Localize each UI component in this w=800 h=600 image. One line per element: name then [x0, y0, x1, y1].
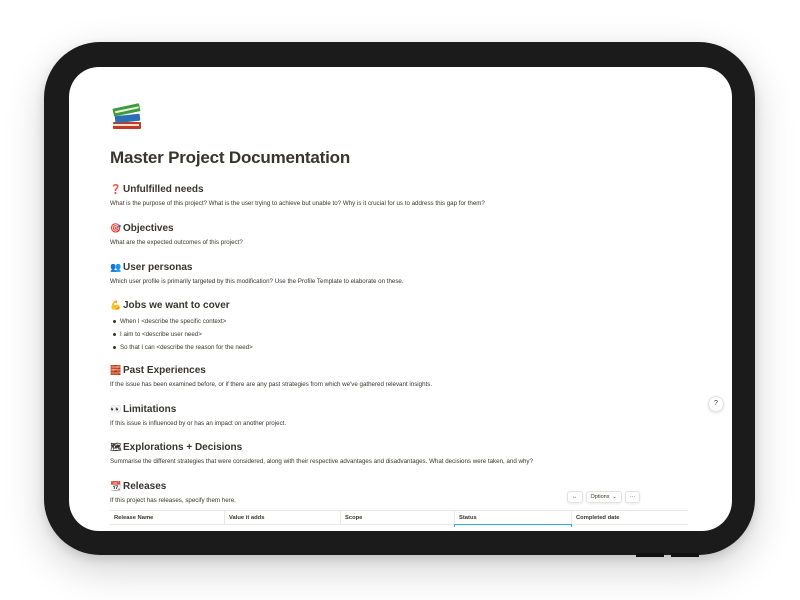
device-button [671, 553, 699, 557]
section-past-experiences [110, 363, 688, 389]
flexed-biceps-icon: 💪 [110, 300, 122, 310]
options-label: Options [590, 494, 610, 500]
section-heading[interactable]: Limitations [123, 403, 177, 415]
expand-button[interactable] [567, 491, 583, 503]
section-heading[interactable]: User personas [123, 261, 193, 273]
section-heading[interactable]: Jobs we want to cover [123, 299, 230, 311]
target-icon: 🎯 [110, 223, 122, 233]
section-heading[interactable]: Explorations + Decisions [123, 441, 243, 453]
section-description[interactable]: Summarise the different strategies that were considered, along with their respective advantages and disadvantages. What decisions were taken, and why? [110, 458, 533, 465]
section-unfulfilled-needs [110, 182, 688, 208]
column-header-release-name[interactable]: Release Name [110, 511, 225, 524]
section-heading[interactable]: Unfulfilled needs [123, 183, 204, 195]
books-icon[interactable] [110, 100, 144, 132]
list-item[interactable]: When I <describe the specific context> [110, 315, 688, 328]
releases-table [110, 510, 688, 525]
section-description[interactable]: If the issue has been examined before, or if there are any past strategies from which we've gathered relevant insights. [110, 381, 433, 388]
question-mark-icon: ❓ [110, 184, 122, 194]
section-objectives [110, 221, 688, 247]
more-button[interactable]: ··· [625, 491, 641, 503]
expand-arrows-icon: ↔ [572, 494, 578, 500]
section-description[interactable]: What is the purpose of this project? What is the user trying to achieve but unable to? Why is it crucial for us to address this gap for them? [110, 200, 485, 207]
section-description[interactable]: Which user profile is primarily targeted by this modification? Use the Profile Template to elaborate on these. [110, 278, 404, 285]
column-header-value[interactable]: Value it adds [225, 511, 341, 524]
eyes-icon: 👀 [110, 404, 122, 414]
chevron-down-icon: ⌄ [612, 494, 617, 500]
selection-outline [454, 524, 572, 527]
list-item[interactable]: So that I can <describe the reason for the need> [110, 341, 688, 354]
bullet-list [110, 315, 688, 354]
device-button [636, 553, 664, 557]
section-user-personas [110, 260, 688, 286]
column-header-completed-date[interactable]: Completed date [576, 515, 620, 521]
map-icon: 🗺 [110, 442, 122, 452]
notion-page-screen [69, 67, 732, 531]
table-toolbar [567, 491, 640, 503]
help-button[interactable]: ? [708, 396, 724, 412]
section-heading[interactable]: Past Experiences [123, 364, 206, 376]
page-title[interactable]: Master Project Documentation [110, 148, 351, 167]
section-description[interactable]: What are the expected outcomes of this project? [110, 239, 243, 246]
options-button[interactable] [586, 491, 622, 503]
list-item[interactable]: I aim to <describe user need> [110, 328, 688, 341]
calendar-icon: 📆 [110, 481, 122, 491]
section-explorations [110, 440, 688, 466]
section-heading[interactable]: Objectives [123, 222, 174, 234]
people-icon: 👥 [110, 262, 122, 272]
section-description[interactable]: If this issue is influenced by or has an impact on another project. [110, 420, 287, 427]
table-header-row [110, 511, 688, 525]
column-header-scope[interactable]: Scope [341, 511, 455, 524]
bricks-icon: 🧱 [110, 365, 122, 375]
column-header-label: Status [459, 515, 477, 521]
section-jobs [110, 298, 688, 354]
page-content [110, 67, 688, 531]
column-header-status[interactable] [455, 511, 572, 524]
section-description[interactable]: If this project has releases, specify them here. [110, 497, 236, 504]
section-heading[interactable]: Releases [123, 480, 167, 492]
section-limitations [110, 402, 688, 428]
